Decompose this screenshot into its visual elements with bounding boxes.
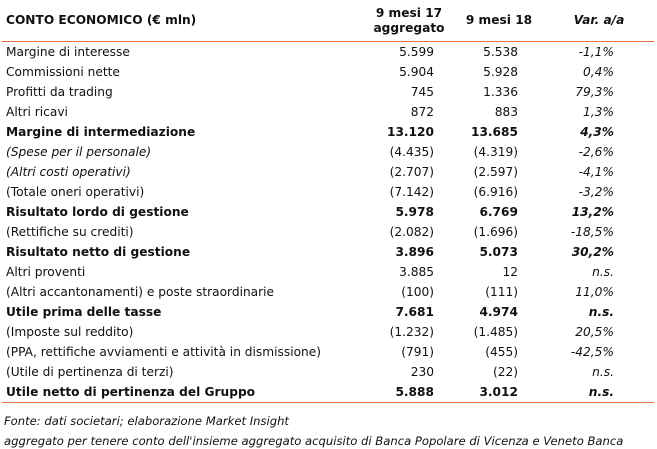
row-label: Margine di interesse [6, 45, 130, 59]
value-9m18: 5.538 [483, 45, 518, 59]
value-9m18: (111) [485, 285, 518, 299]
row-label: Commissioni nette [6, 65, 120, 79]
row-label: Risultato netto di gestione [6, 245, 191, 259]
table-row [2, 62, 654, 82]
table-row [2, 282, 654, 302]
row-label: Utile netto di pertinenza del Gruppo [2, 382, 364, 403]
row-label: (Rettifiche su crediti) [6, 225, 134, 239]
row-label: (Altri accantonamenti) e poste straordinarie [6, 285, 275, 299]
value-9m17: 745 [410, 85, 434, 99]
value-9m17: 3.885 [399, 265, 434, 279]
value-variation: 79,3% [575, 85, 614, 99]
value-9m18: 4.974 [479, 305, 518, 319]
table-row [2, 42, 654, 63]
table-row [2, 242, 654, 262]
row-label: Utile prima delle tasse [6, 305, 162, 319]
source-footnote: Fonte: dati societari; elaborazione Market Insight [4, 414, 289, 428]
value-9m17: (100) [401, 285, 434, 299]
column-header-9m17-line2: aggregato [373, 20, 445, 35]
row-label: (PPA, rettifiche avviamenti e attività in dismissione) [6, 345, 322, 359]
value-9m18: 12 [502, 265, 518, 279]
column-header-variation: Var. a/a [544, 0, 654, 42]
value-variation: 30,2% [571, 245, 614, 259]
value-9m17: 13.120 [386, 125, 434, 139]
value-variation: n.s. [592, 365, 614, 379]
value-9m17: 872 [410, 105, 434, 119]
table-row [2, 362, 654, 382]
value-9m17: 7.681 [395, 305, 434, 319]
value-9m18: 6.769 [479, 205, 518, 219]
row-label: (Utile di pertinenza di terzi) [6, 365, 174, 379]
value-variation: n.s. [544, 382, 654, 403]
table-row [2, 142, 654, 162]
value-9m18: (4.319) [473, 145, 518, 159]
value-variation: -42,5% [570, 345, 614, 359]
value-9m17: 230 [410, 365, 434, 379]
value-9m18: (22) [492, 365, 518, 379]
value-variation: -1,1% [578, 45, 614, 59]
table-header-row [2, 0, 654, 42]
value-9m18: 883 [494, 105, 518, 119]
value-9m18: 3.012 [454, 382, 544, 403]
row-label: Altri proventi [6, 265, 86, 279]
value-variation: n.s. [592, 265, 614, 279]
value-variation: 4,3% [580, 125, 614, 139]
value-9m18: 5.073 [479, 245, 518, 259]
value-9m18: 13.685 [470, 125, 518, 139]
table-row [2, 182, 654, 202]
row-label: Margine di intermediazione [6, 125, 196, 139]
table-row [2, 202, 654, 222]
table-row [2, 262, 654, 282]
value-9m17: 5.599 [399, 45, 434, 59]
table-row [2, 322, 654, 342]
row-label: Altri ricavi [6, 105, 68, 119]
value-variation: 1,3% [583, 105, 614, 119]
value-9m17: 5.888 [364, 382, 454, 403]
aggregation-footnote: aggregato per tenere conto dell'insieme aggregato acquisito di Banca Popolare di Vicenza e Veneto Banca [4, 434, 624, 448]
table-row [2, 342, 654, 362]
row-label: (Spese per il personale) [6, 145, 152, 159]
value-9m17: (791) [401, 345, 434, 359]
value-9m17: (2.707) [389, 165, 434, 179]
table-row [2, 382, 654, 403]
value-variation: -3,2% [578, 185, 614, 199]
value-9m18: (455) [485, 345, 518, 359]
value-variation: -18,5% [570, 225, 614, 239]
income-statement-table-container [2, 0, 654, 403]
value-9m17: (7.142) [389, 185, 434, 199]
table-row [2, 222, 654, 242]
table-row [2, 162, 654, 182]
value-variation: 13,2% [571, 205, 614, 219]
table-row [2, 82, 654, 102]
value-9m17: (4.435) [389, 145, 434, 159]
value-9m18: (1.485) [473, 325, 518, 339]
value-9m18: (1.696) [473, 225, 518, 239]
column-header-9m17-line1: 9 mesi 17 [375, 5, 443, 20]
value-9m18: 1.336 [483, 85, 518, 99]
value-variation: -4,1% [578, 165, 614, 179]
value-9m18: 5.928 [483, 65, 518, 79]
value-9m18: (6.916) [473, 185, 518, 199]
table-row [2, 102, 654, 122]
value-variation: n.s. [588, 305, 614, 319]
table-row [2, 302, 654, 322]
value-9m17: (1.232) [389, 325, 434, 339]
value-9m17: 3.896 [395, 245, 434, 259]
value-9m17: 5.904 [399, 65, 434, 79]
row-label: (Imposte sul reddito) [6, 325, 134, 339]
row-label: Profitti da trading [6, 85, 113, 99]
value-9m17: 5.978 [395, 205, 434, 219]
value-9m18: (2.597) [473, 165, 518, 179]
value-variation: -2,6% [578, 145, 614, 159]
column-header-9m17 [364, 0, 454, 42]
table-title: CONTO ECONOMICO (€ mln) [2, 0, 364, 42]
row-label: (Altri costi operativi) [6, 165, 131, 179]
row-label: (Totale oneri operativi) [6, 185, 145, 199]
value-variation: 0,4% [583, 65, 614, 79]
income-statement-table [2, 0, 654, 403]
table-row [2, 122, 654, 142]
row-label: Risultato lordo di gestione [6, 205, 189, 219]
value-variation: 11,0% [575, 285, 614, 299]
value-9m17: (2.082) [389, 225, 434, 239]
value-variation: 20,5% [575, 325, 614, 339]
column-header-9m18: 9 mesi 18 [454, 0, 544, 42]
